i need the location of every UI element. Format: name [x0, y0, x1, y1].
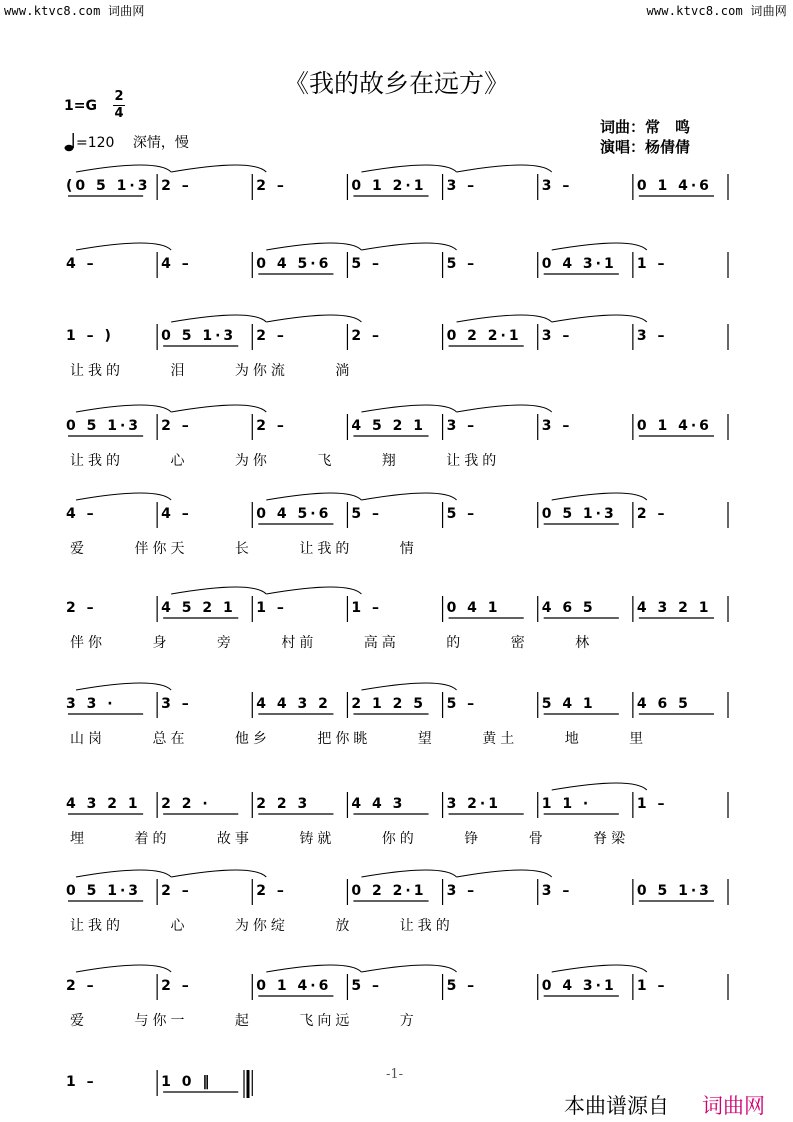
measure-notes: 3 – [446, 178, 478, 194]
measure-notes: 0 4 5·6 [256, 256, 332, 272]
measure-notes: 3 3 · [66, 696, 116, 712]
tie-arc [76, 965, 171, 972]
measure-notes: 1 0 ‖ [161, 1074, 213, 1090]
measure-notes: 5 – [351, 978, 383, 994]
measure-notes: 1 – [636, 796, 668, 812]
measure-notes: 2 2 3 [256, 796, 311, 812]
measure-notes: 3 – [161, 696, 192, 712]
measure-notes: 1 – [636, 256, 668, 272]
tie-arc [76, 243, 171, 250]
song-title: 《我的故乡在远方》 [283, 69, 509, 98]
lyrics-line: 让我的 心 为你 飞 翔 让我的 [70, 453, 501, 469]
measure-notes: 4 4 3 [351, 796, 406, 812]
measure-notes: 0 5 1·3 [66, 418, 142, 434]
lyrics-line: 让我的 泪 为你流 淌 [70, 363, 354, 379]
tie-arc [361, 965, 456, 972]
measure-notes: 4 – [161, 506, 192, 522]
tempo-marking [64, 132, 189, 152]
time-signature [113, 90, 125, 121]
tie-arc [171, 405, 266, 412]
measure-notes: 0 5 1·3 [66, 883, 142, 899]
tie-arc [361, 683, 456, 690]
time-bottom: 4 [114, 106, 124, 121]
lyrics-line: 爱 伴你天 长 让我的 情 [70, 541, 418, 557]
measure-notes: 3 – [541, 418, 573, 434]
measure-notes: 0 1 2·1 [351, 178, 427, 194]
measure-notes: 4 3 2 1 [636, 600, 712, 616]
tie-arc [171, 587, 266, 594]
tie-arc [76, 870, 171, 877]
tie-arc [457, 165, 552, 172]
tie-arc [171, 870, 266, 877]
tie-arc [76, 165, 171, 172]
tie-arc [266, 243, 361, 250]
measure-notes: 0 1 4·6 [636, 418, 712, 434]
measure-notes: 0 4 3·1 [541, 256, 617, 272]
tie-arc [266, 965, 361, 972]
measure-notes: 5 – [351, 256, 383, 272]
lyrics-line: 让我的 心 为你绽 放 让我的 [70, 918, 454, 934]
tie-arc [457, 315, 552, 322]
measure-notes: 0 2 2·1 [351, 883, 427, 899]
tie-arc [76, 493, 171, 500]
measure-notes: 4 6 5 [541, 600, 596, 616]
lyrics-line: 埋 着的 故事 铸就 你的 铮 骨 脊梁 [70, 831, 630, 847]
credit-singer: 演唱：杨倩倩 [600, 138, 691, 156]
tempo-value: =120 [76, 135, 115, 151]
lyrics-line: 山岗 总在 他乡 把你眺 望 黄土 地 里 [70, 731, 648, 747]
measure-notes: 5 – [446, 978, 478, 994]
measure-notes: 3 – [446, 418, 478, 434]
expression-text: 深情，慢 [132, 135, 189, 151]
measure-notes: 3 – [541, 178, 573, 194]
measure-notes: 0 4 3·1 [541, 978, 617, 994]
measure-notes: 2 – [256, 328, 287, 344]
measure-notes: 5 – [446, 506, 478, 522]
measure-notes: 0 4 1 [446, 600, 501, 616]
tie-arc [457, 870, 552, 877]
measure-notes: 3 2·1 [446, 796, 501, 812]
measure-notes: 2 – [351, 328, 383, 344]
tie-arc [76, 683, 171, 690]
lyrics-line: 伴你 身 旁 村前 高高 的 密 林 [70, 635, 594, 651]
measure-notes: 4 5 2 1 [351, 418, 427, 434]
key-signature: 1=G [64, 98, 97, 114]
tie-arc [552, 243, 647, 250]
measure-notes: 4 3 2 1 [66, 796, 141, 812]
measure-notes: (0 5 1·3 [66, 178, 151, 194]
tie-arc [552, 315, 647, 322]
tie-arc [361, 405, 456, 412]
tie-arc [361, 870, 456, 877]
measure-notes: 2 – [66, 978, 97, 994]
measure-notes: 0 1 4·6 [256, 978, 332, 994]
measure-notes: 0 1 4·6 [636, 178, 712, 194]
tie-arc [171, 165, 266, 172]
tie-arc [171, 315, 266, 322]
measure-notes: 1 – [66, 1074, 97, 1090]
measure-notes: 0 5 1·3 [636, 883, 712, 899]
measure-notes: 5 – [351, 506, 383, 522]
measure-notes: 2 – [161, 883, 192, 899]
watermark-right: www.ktvc8.com 词曲网 [646, 4, 787, 18]
source-brand-link[interactable]: 词曲网 [702, 1094, 765, 1118]
measure-notes: 4 4 3 2 [256, 696, 331, 712]
measure-notes: 0 5 1·3 [541, 506, 617, 522]
measure-notes: 2 – [256, 418, 287, 434]
tie-arc [266, 587, 361, 594]
measure-notes: 4 – [66, 256, 97, 272]
tie-arc [76, 405, 171, 412]
tie-arc [361, 165, 456, 172]
measure-notes: 4 – [66, 506, 97, 522]
page-number: -1- [386, 1067, 404, 1082]
measure-notes: 2 – [256, 883, 287, 899]
measure-notes: 5 4 1 [541, 696, 596, 712]
tie-arc [266, 493, 361, 500]
measure-notes: 2 1 2 5 [351, 696, 427, 712]
measure-notes: 0 5 1·3 [161, 328, 237, 344]
credit-lyrics-music: 词曲：常 鸣 [600, 118, 691, 136]
measure-notes: 1 – [256, 600, 287, 616]
tie-arc [361, 493, 456, 500]
lyrics-line: 爱 与你一 起 飞向远 方 [70, 1013, 418, 1029]
measure-notes: 4 – [161, 256, 192, 272]
measure-notes: 2 – [161, 978, 192, 994]
measure-notes: 3 – [636, 328, 668, 344]
measure-notes: 2 2 · [161, 796, 211, 812]
measure-notes: 2 – [636, 506, 668, 522]
measure-notes: 0 4 5·6 [256, 506, 332, 522]
measure-notes: 2 – [161, 418, 192, 434]
tie-arc [552, 783, 647, 790]
measure-notes: 3 – [446, 883, 478, 899]
measure-notes: 2 – [66, 600, 97, 616]
measure-notes: 4 5 2 1 [161, 600, 236, 616]
measure-notes: 5 – [446, 256, 478, 272]
time-top: 2 [114, 89, 124, 104]
tie-arc [552, 965, 647, 972]
watermark-left: www.ktvc8.com 词曲网 [4, 4, 145, 18]
measure-notes: 0 2 2·1 [446, 328, 522, 344]
measure-notes: 1 1 · [541, 796, 592, 812]
quarter-note-icon [64, 132, 76, 152]
measure-notes: 1 – [351, 600, 383, 616]
measure-notes: 4 6 5 [636, 696, 691, 712]
tie-arc [552, 493, 647, 500]
tie-arc [457, 405, 552, 412]
measure-notes: 1 – ) [66, 328, 114, 344]
measure-notes: 3 – [541, 883, 573, 899]
source-label: 本曲谱源自 [564, 1094, 669, 1118]
measure-notes: 3 – [541, 328, 573, 344]
measure-notes: 2 – [161, 178, 192, 194]
measure-notes: 1 – [636, 978, 668, 994]
measure-notes: 2 – [256, 178, 287, 194]
tie-arc [361, 243, 456, 250]
tie-arc [266, 315, 361, 322]
measure-notes: 5 – [446, 696, 478, 712]
